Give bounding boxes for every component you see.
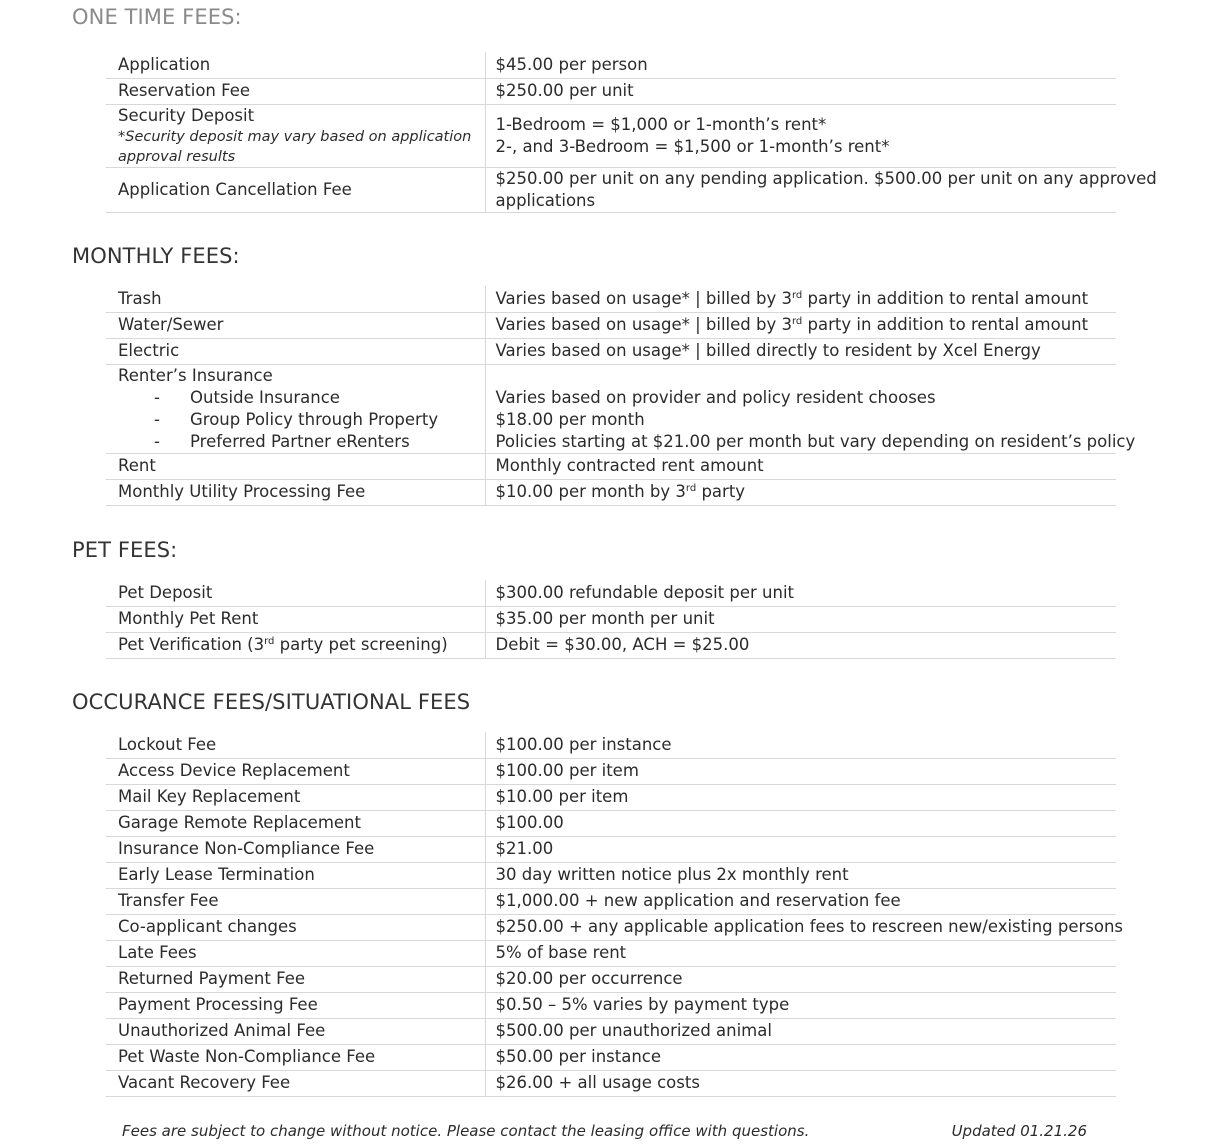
fee-label: Vacant Recovery Fee	[106, 1070, 485, 1096]
fee-label: Security Deposit	[118, 105, 255, 125]
table-row	[106, 758, 1116, 784]
fee-value-line: 1-Bedroom = $1,000 or 1-month’s rent*	[495, 114, 827, 134]
fee-label: Mail Key Replacement	[106, 784, 485, 810]
fee-value: $21.00	[485, 836, 1116, 862]
fee-value: 5% of base rent	[485, 940, 1116, 966]
fee-value: $10.00 per month by 3rd party	[485, 479, 1116, 505]
table-row	[106, 784, 1116, 810]
table-row	[106, 940, 1116, 966]
section-title-monthly-fees: MONTHLY FEES:	[72, 244, 240, 268]
table-row	[106, 167, 1116, 212]
fee-value-cell	[485, 167, 1157, 212]
fee-label: Pet Waste Non-Compliance Fee	[106, 1044, 485, 1070]
list-item: - Group Policy through Property	[154, 409, 439, 429]
section-title-occurance-fees: OCCURANCE FEES/SITUATIONAL FEES	[72, 690, 471, 714]
fee-value-line: Policies starting at $21.00 per month but vary depending on resident’s policy	[495, 431, 1136, 451]
fee-value: $250.00 + any applicable application fees to rescreen new/existing persons	[485, 914, 1116, 940]
monthly-fees-table	[106, 286, 1136, 506]
fee-label-cell	[106, 104, 485, 167]
fee-label: Trash	[106, 286, 485, 312]
fee-label: Rent	[106, 453, 485, 479]
fee-value: $300.00 refundable deposit per unit	[485, 580, 1116, 606]
table-row	[106, 364, 1116, 453]
fee-label: Renter’s Insurance	[118, 365, 273, 385]
fee-value: $26.00 + all usage costs	[485, 1070, 1116, 1096]
fee-value: $500.00 per unauthorized animal	[485, 1018, 1116, 1044]
table-row	[106, 453, 1116, 479]
fee-value: Debit = $30.00, ACH = $25.00	[485, 632, 1116, 658]
table-row	[106, 286, 1116, 312]
fee-label: Transfer Fee	[106, 888, 485, 914]
fee-value: $100.00 per item	[485, 758, 1116, 784]
table-row	[106, 580, 1116, 606]
fee-value-line: Varies based on provider and policy resident chooses	[495, 387, 936, 407]
fee-label: Application Cancellation Fee	[106, 167, 485, 212]
footer-updated-date: Updated 01.21.26	[951, 1122, 1087, 1140]
fee-label: Early Lease Termination	[106, 862, 485, 888]
fee-label: Unauthorized Animal Fee	[106, 1018, 485, 1044]
fee-value-line: 2-, and 3-Bedroom = $1,500 or 1-month’s rent*	[495, 136, 890, 156]
section-title-pet-fees: PET FEES:	[72, 538, 178, 562]
fee-value: $35.00 per month per unit	[485, 606, 1116, 632]
footer-disclaimer: Fees are subject to change without notice. Please contact the leasing office with questions.	[122, 1122, 810, 1140]
table-row	[106, 810, 1116, 836]
fee-value: $0.50 – 5% varies by payment type	[485, 992, 1116, 1018]
table-row	[106, 606, 1116, 632]
fee-value: $20.00 per occurrence	[485, 966, 1116, 992]
fee-label: Late Fees	[106, 940, 485, 966]
fee-label: Co-applicant changes	[106, 914, 485, 940]
pet-fees-table	[106, 580, 1116, 659]
occurance-fees-table	[106, 732, 1124, 1097]
fee-label: Pet Deposit	[106, 580, 485, 606]
fee-value: 30 day written notice plus 2x monthly rent	[485, 862, 1116, 888]
table-row	[106, 862, 1116, 888]
table-row	[106, 479, 1116, 505]
fee-value: Varies based on usage* | billed directly to resident by Xcel Energy	[485, 338, 1116, 364]
fee-value: $10.00 per item	[485, 784, 1116, 810]
fee-value: $100.00 per instance	[485, 732, 1116, 758]
table-row	[106, 836, 1116, 862]
fee-label: Returned Payment Fee	[106, 966, 485, 992]
fee-value-line: $18.00 per month	[495, 409, 645, 429]
table-row	[106, 52, 1116, 78]
fee-label: Garage Remote Replacement	[106, 810, 485, 836]
fee-value: $45.00 per person	[485, 52, 1116, 78]
section-title-one-time-fees: ONE TIME FEES:	[72, 5, 242, 29]
table-row	[106, 732, 1116, 758]
fee-label: Water/Sewer	[106, 312, 485, 338]
table-row	[106, 78, 1116, 104]
fee-value-line: $250.00 per unit on any pending application. $500.00 per unit on any approved	[495, 168, 1157, 188]
fee-label: Electric	[106, 338, 485, 364]
fee-label: Payment Processing Fee	[106, 992, 485, 1018]
fee-value: Monthly contracted rent amount	[485, 453, 1116, 479]
fee-value-cell	[485, 364, 1136, 453]
fee-value: $100.00	[485, 810, 1116, 836]
fee-label: Monthly Pet Rent	[106, 606, 485, 632]
fee-note: *Security deposit may vary based on application approval results	[118, 128, 472, 165]
fee-value: Varies based on usage* | billed by 3rd party in addition to rental amount	[485, 312, 1116, 338]
list-item: - Preferred Partner eRenters	[154, 431, 410, 451]
fee-value-cell	[485, 104, 1116, 167]
table-row	[106, 1018, 1116, 1044]
fee-label: Reservation Fee	[106, 78, 485, 104]
fee-value-line: applications	[495, 190, 596, 210]
fee-value: $1,000.00 + new application and reservation fee	[485, 888, 1116, 914]
table-row	[106, 1044, 1116, 1070]
table-row	[106, 312, 1116, 338]
fee-label: Application	[106, 52, 485, 78]
table-row	[106, 1070, 1116, 1096]
fee-value: $50.00 per instance	[485, 1044, 1116, 1070]
list-item: - Outside Insurance	[154, 387, 340, 407]
one-time-fees-table	[106, 52, 1157, 213]
fee-label: Access Device Replacement	[106, 758, 485, 784]
table-row	[106, 104, 1116, 167]
fee-label-cell	[106, 364, 485, 453]
fee-value: Varies based on usage* | billed by 3rd party in addition to rental amount	[485, 286, 1116, 312]
table-row	[106, 914, 1116, 940]
table-row	[106, 966, 1116, 992]
fee-value: $250.00 per unit	[485, 78, 1116, 104]
fee-label: Monthly Utility Processing Fee	[106, 479, 485, 505]
table-row	[106, 632, 1116, 658]
table-row	[106, 888, 1116, 914]
table-row	[106, 338, 1116, 364]
fee-label: Pet Verification (3rd party pet screening)	[106, 632, 485, 658]
fee-label: Lockout Fee	[106, 732, 485, 758]
table-row	[106, 992, 1116, 1018]
fee-label: Insurance Non-Compliance Fee	[106, 836, 485, 862]
